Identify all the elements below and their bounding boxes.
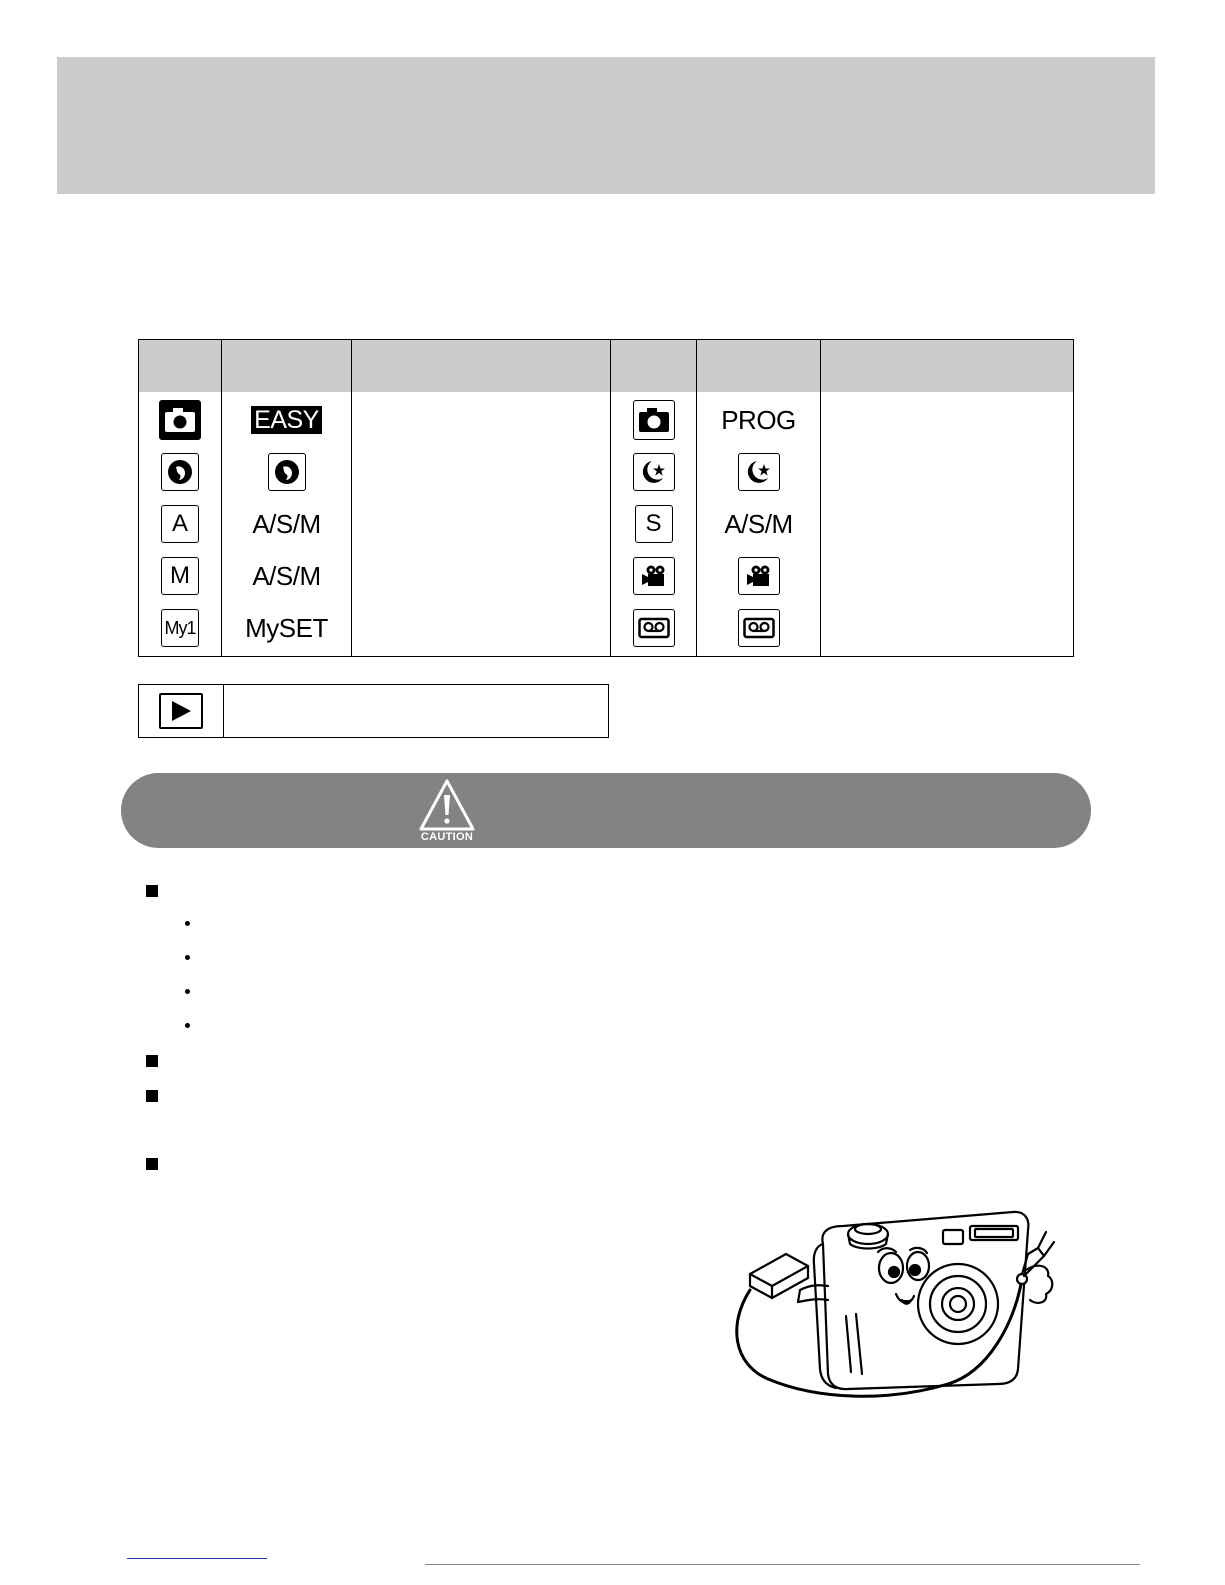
- movie-camera-icon: [738, 557, 780, 595]
- table-row: [139, 602, 221, 654]
- mode-table: [138, 339, 1074, 657]
- caution-banner: [121, 773, 1091, 848]
- play-icon: [159, 693, 203, 729]
- page-header-band: [57, 57, 1155, 194]
- table-row: [139, 394, 221, 446]
- manual-mode-box: M: [161, 557, 199, 595]
- portrait-icon: [161, 453, 199, 491]
- mode-table-header: [139, 340, 1073, 392]
- dot-bullet: [185, 989, 190, 994]
- footer-rule: [425, 1564, 1140, 1565]
- table-row: [611, 550, 696, 602]
- dot-bullet: [185, 921, 190, 926]
- mode-display: A/S/M: [252, 560, 321, 591]
- movie-camera-icon: [633, 557, 675, 595]
- square-bullet: [146, 1055, 158, 1067]
- square-bullet: [146, 1090, 158, 1102]
- dot-bullet: [185, 1023, 190, 1028]
- shutter-priority-mode-box: S: [635, 505, 673, 543]
- night-scene-icon: [738, 453, 780, 491]
- playback-mode-table: [138, 684, 609, 738]
- mode-display: A/S/M: [252, 508, 321, 539]
- table-row: [611, 602, 696, 654]
- square-bullet: [146, 1158, 158, 1170]
- table-row: [611, 394, 696, 446]
- voice-recording-icon: [633, 609, 675, 647]
- dot-bullet: [185, 955, 190, 960]
- table-row: [139, 498, 221, 550]
- voice-recording-icon: [738, 609, 780, 647]
- table-row: [611, 498, 696, 550]
- mode-display: PROG: [721, 404, 796, 435]
- mode-display: MySET: [245, 612, 328, 643]
- camera-icon: [633, 400, 675, 440]
- mode-display: A/S/M: [724, 508, 793, 539]
- aperture-priority-mode-box: A: [161, 505, 199, 543]
- myset-mode-box: My1: [161, 609, 199, 647]
- caution-label: CAUTION: [420, 831, 474, 843]
- camera-character-illustration: [728, 1204, 1064, 1414]
- table-row: [611, 446, 696, 498]
- square-bullet: [146, 885, 158, 897]
- table-row: [139, 550, 221, 602]
- portrait-icon: [268, 453, 306, 491]
- footer-link-underline: [127, 1558, 267, 1559]
- night-scene-icon: [633, 453, 675, 491]
- mode-display-easy: EASY: [251, 406, 322, 434]
- table-row: [139, 446, 221, 498]
- camera-icon: [159, 400, 201, 440]
